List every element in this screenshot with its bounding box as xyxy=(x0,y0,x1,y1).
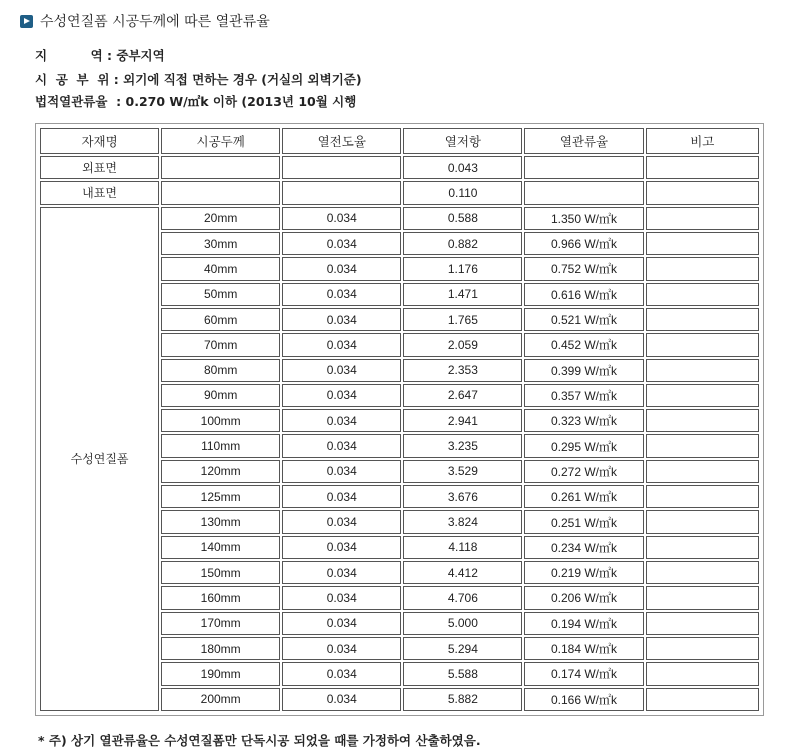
cell-thickness: 140mm xyxy=(161,536,280,559)
cell-resistance: 5.294 xyxy=(403,637,522,660)
cell-conductivity: 0.034 xyxy=(282,460,401,483)
play-square-icon xyxy=(20,15,33,28)
cell-thickness: 50mm xyxy=(161,283,280,306)
cell-conductivity: 0.034 xyxy=(282,586,401,609)
footnote: * 주) 상기 열관류율은 수성연질폼만 단독시공 되었을 때를 가정하여 산출하였음. xyxy=(38,733,481,748)
cell-u-value: 0.452 W/㎡k xyxy=(524,333,643,356)
cell-note xyxy=(646,384,759,407)
cell-thickness: 110mm xyxy=(161,434,280,457)
cell-note xyxy=(646,434,759,457)
cell-note xyxy=(646,333,759,356)
cell-u-value: 0.166 W/㎡k xyxy=(524,688,643,711)
cell-resistance: 4.706 xyxy=(403,586,522,609)
info-legal-text: 법적열관류율 : 0.270 W/㎡k 이하 (2013년 10월 시행 xyxy=(35,94,357,109)
cell-note xyxy=(646,586,759,609)
cell-note xyxy=(646,536,759,559)
cell-u-value xyxy=(524,156,643,179)
cell-note xyxy=(646,510,759,533)
cell-conductivity: 0.034 xyxy=(282,283,401,306)
header-thickness: 시공두께 xyxy=(161,128,280,154)
cell-thickness: 60mm xyxy=(161,308,280,331)
cell-u-value: 1.350 W/㎡k xyxy=(524,207,643,230)
cell-u-value: 0.752 W/㎡k xyxy=(524,257,643,280)
section-title xyxy=(20,11,270,31)
cell-thickness: 40mm xyxy=(161,257,280,280)
cell-conductivity: 0.034 xyxy=(282,257,401,280)
cell-u-value: 0.616 W/㎡k xyxy=(524,283,643,306)
cell-u-value: 0.194 W/㎡k xyxy=(524,612,643,635)
cell-resistance: 2.059 xyxy=(403,333,522,356)
cell-note xyxy=(646,409,759,432)
cell-resistance: 0.882 xyxy=(403,232,522,255)
cell-resistance: 3.824 xyxy=(403,510,522,533)
cell-u-value xyxy=(524,181,643,204)
cell-u-value: 0.399 W/㎡k xyxy=(524,359,643,382)
cell-conductivity: 0.034 xyxy=(282,612,401,635)
cell-conductivity: 0.034 xyxy=(282,510,401,533)
cell-note xyxy=(646,460,759,483)
cell-conductivity: 0.034 xyxy=(282,308,401,331)
cell-thickness: 125mm xyxy=(161,485,280,508)
cell-thickness xyxy=(161,181,280,204)
table-row xyxy=(40,156,759,179)
header-note: 비고 xyxy=(646,128,759,154)
cell-note xyxy=(646,181,759,204)
cell-resistance: 1.471 xyxy=(403,283,522,306)
table-row xyxy=(40,207,759,230)
cell-u-value: 0.184 W/㎡k xyxy=(524,637,643,660)
table-row xyxy=(40,181,759,204)
cell-note xyxy=(646,359,759,382)
u-value-table-frame xyxy=(35,123,764,716)
page-title: 수성연질폼 시공두께에 따른 열관류율 xyxy=(40,14,270,30)
cell-u-value: 0.272 W/㎡k xyxy=(524,460,643,483)
cell-u-value: 0.521 W/㎡k xyxy=(524,308,643,331)
cell-note xyxy=(646,561,759,584)
cell-conductivity: 0.034 xyxy=(282,536,401,559)
cell-note xyxy=(646,662,759,685)
cell-resistance: 5.588 xyxy=(403,662,522,685)
header-material: 자재명 xyxy=(40,128,159,154)
cell-material: 내표면 xyxy=(40,181,159,204)
header-u-value: 열관류율 xyxy=(524,128,643,154)
cell-u-value: 0.174 W/㎡k xyxy=(524,662,643,685)
cell-resistance: 4.118 xyxy=(403,536,522,559)
cell-resistance: 3.235 xyxy=(403,434,522,457)
cell-resistance: 0.110 xyxy=(403,181,522,204)
cell-note xyxy=(646,257,759,280)
cell-resistance: 5.000 xyxy=(403,612,522,635)
cell-thickness: 170mm xyxy=(161,612,280,635)
cell-resistance: 2.941 xyxy=(403,409,522,432)
cell-resistance: 1.765 xyxy=(403,308,522,331)
cell-thickness: 120mm xyxy=(161,460,280,483)
info-region xyxy=(35,46,165,64)
cell-conductivity: 0.034 xyxy=(282,561,401,584)
header-resistance: 열저항 xyxy=(403,128,522,154)
cell-thickness: 150mm xyxy=(161,561,280,584)
cell-thickness: 200mm xyxy=(161,688,280,711)
cell-thickness: 20mm xyxy=(161,207,280,230)
cell-thickness: 180mm xyxy=(161,637,280,660)
cell-thickness: 80mm xyxy=(161,359,280,382)
cell-u-value: 0.323 W/㎡k xyxy=(524,409,643,432)
cell-resistance: 2.647 xyxy=(403,384,522,407)
cell-u-value: 0.251 W/㎡k xyxy=(524,510,643,533)
cell-note xyxy=(646,637,759,660)
u-value-table xyxy=(38,126,761,713)
cell-conductivity xyxy=(282,181,401,204)
cell-material: 외표면 xyxy=(40,156,159,179)
cell-u-value: 0.234 W/㎡k xyxy=(524,536,643,559)
cell-conductivity: 0.034 xyxy=(282,333,401,356)
info-location xyxy=(35,70,362,88)
cell-u-value: 0.206 W/㎡k xyxy=(524,586,643,609)
cell-thickness: 160mm xyxy=(161,586,280,609)
cell-resistance: 3.529 xyxy=(403,460,522,483)
info-location-text: 시 공 부 위 : 외기에 직접 면하는 경우 (거실의 외벽기준) xyxy=(35,72,362,87)
cell-note xyxy=(646,232,759,255)
cell-thickness: 190mm xyxy=(161,662,280,685)
cell-u-value: 0.295 W/㎡k xyxy=(524,434,643,457)
cell-resistance: 5.882 xyxy=(403,688,522,711)
cell-note xyxy=(646,612,759,635)
cell-conductivity: 0.034 xyxy=(282,688,401,711)
cell-conductivity xyxy=(282,156,401,179)
cell-conductivity: 0.034 xyxy=(282,232,401,255)
cell-thickness xyxy=(161,156,280,179)
cell-u-value: 0.357 W/㎡k xyxy=(524,384,643,407)
cell-thickness: 100mm xyxy=(161,409,280,432)
cell-thickness: 130mm xyxy=(161,510,280,533)
table-header-row xyxy=(40,128,759,154)
cell-u-value: 0.261 W/㎡k xyxy=(524,485,643,508)
cell-conductivity: 0.034 xyxy=(282,485,401,508)
cell-note xyxy=(646,485,759,508)
cell-u-value: 0.966 W/㎡k xyxy=(524,232,643,255)
info-region-text: 지 역 : 중부지역 xyxy=(35,48,165,63)
cell-note xyxy=(646,688,759,711)
cell-resistance: 0.043 xyxy=(403,156,522,179)
cell-conductivity: 0.034 xyxy=(282,207,401,230)
cell-resistance: 3.676 xyxy=(403,485,522,508)
info-legal xyxy=(35,92,356,110)
cell-thickness: 70mm xyxy=(161,333,280,356)
cell-note xyxy=(646,207,759,230)
cell-thickness: 90mm xyxy=(161,384,280,407)
cell-conductivity: 0.034 xyxy=(282,637,401,660)
cell-note xyxy=(646,156,759,179)
cell-material-merged: 수성연질폼 xyxy=(40,207,159,711)
header-conductivity: 열전도율 xyxy=(282,128,401,154)
cell-note xyxy=(646,283,759,306)
cell-resistance: 2.353 xyxy=(403,359,522,382)
cell-thickness: 30mm xyxy=(161,232,280,255)
cell-resistance: 1.176 xyxy=(403,257,522,280)
cell-conductivity: 0.034 xyxy=(282,662,401,685)
cell-conductivity: 0.034 xyxy=(282,359,401,382)
cell-u-value: 0.219 W/㎡k xyxy=(524,561,643,584)
cell-resistance: 4.412 xyxy=(403,561,522,584)
cell-resistance: 0.588 xyxy=(403,207,522,230)
cell-conductivity: 0.034 xyxy=(282,434,401,457)
cell-conductivity: 0.034 xyxy=(282,409,401,432)
cell-note xyxy=(646,308,759,331)
cell-conductivity: 0.034 xyxy=(282,384,401,407)
